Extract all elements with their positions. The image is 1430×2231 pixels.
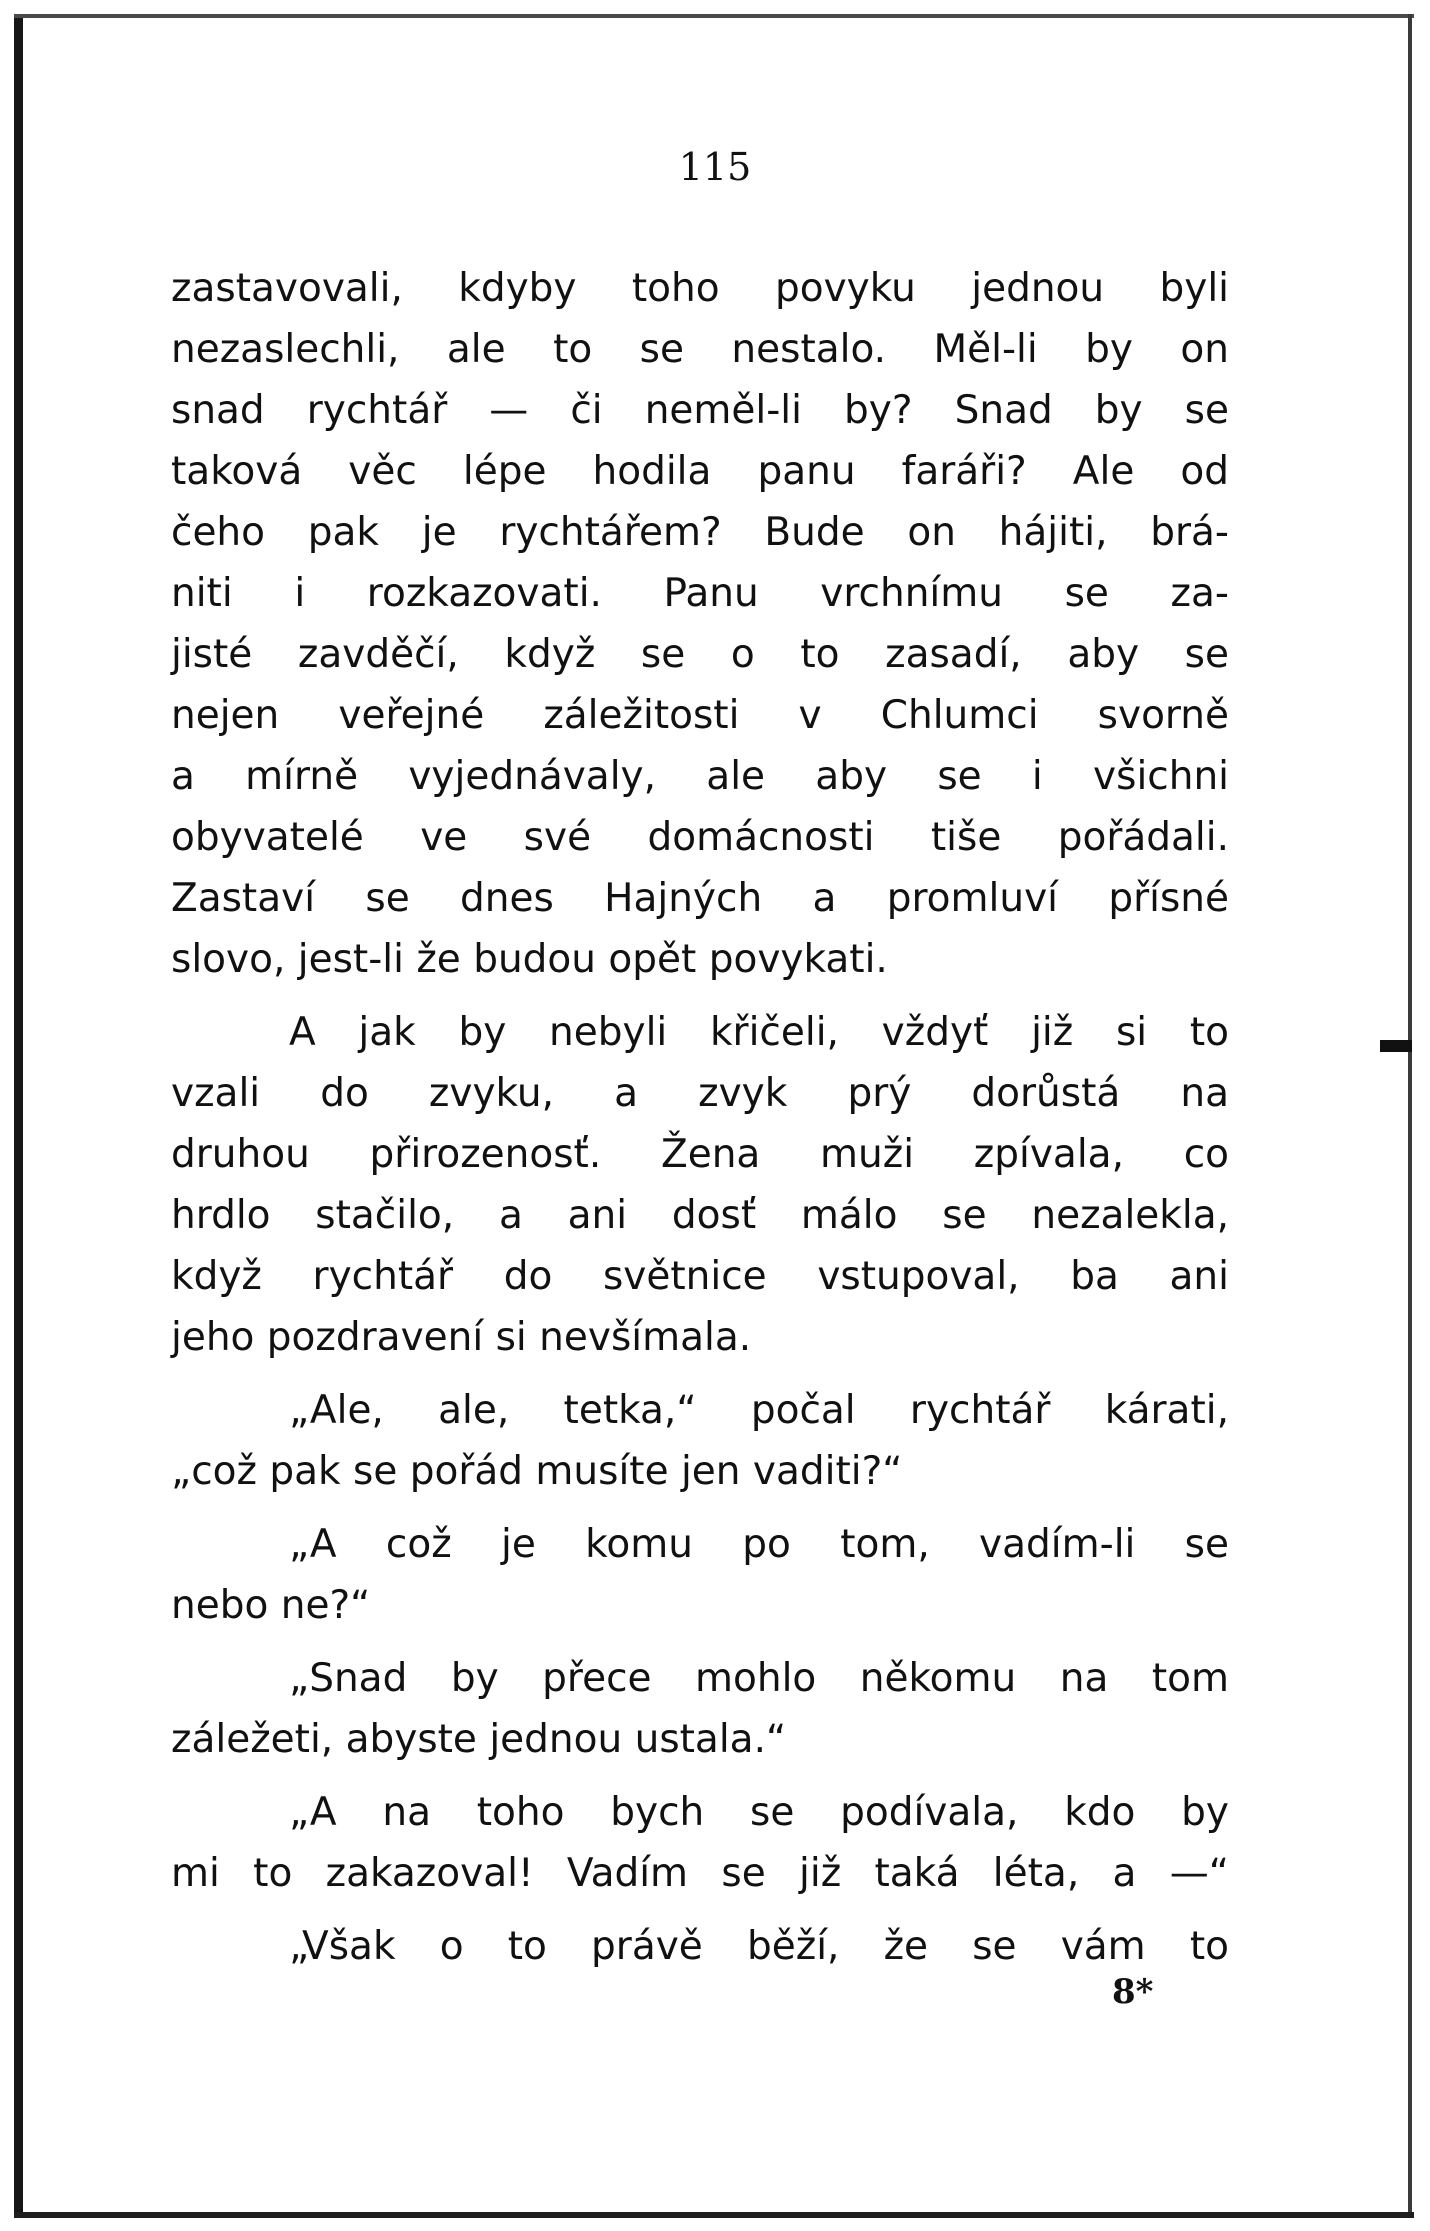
text-line: „A na toho bych se podívala, kdo by — [289, 1790, 1229, 1835]
paragraph-2 — [171, 1002, 1229, 1368]
text-line: druhou přirozenosť. Žena muži zpívala, co — [171, 1132, 1229, 1177]
text-line: jeho pozdravení si nevšímala. — [171, 1315, 752, 1360]
text-line: snad rychtář — či neměl-li by? Snad by se — [171, 388, 1229, 433]
text-line: obyvatelé ve své domácnosti tiše pořádali. — [171, 815, 1229, 860]
scan-border-top — [14, 14, 1414, 18]
text-line: vzali do zvyku, a zvyk prý dorůstá na — [171, 1071, 1229, 1116]
text-line: „což pak se pořád musíte jen vaditi?“ — [171, 1449, 903, 1494]
text-line: niti i rozkazovati. Panu vrchnímu se za- — [171, 571, 1229, 616]
text-line: Zastaví se dnes Hajných a promluví přísné — [171, 876, 1229, 921]
signature-mark: 8* — [1112, 1972, 1154, 2012]
paragraph-6 — [171, 1782, 1229, 1904]
paragraph-5 — [171, 1648, 1229, 1770]
text-line: nejen veřejné záležitosti v Chlumci svorně — [171, 693, 1229, 738]
text-line: hrdlo stačilo, a ani dosť málo se nezalekla, — [171, 1193, 1229, 1238]
scan-border-bottom — [14, 2212, 1414, 2218]
text-line: „Snad by přece mohlo někomu na tom — [289, 1656, 1229, 1701]
paragraph-7 — [171, 1916, 1229, 1977]
book-text — [171, 258, 1229, 1989]
text-line: taková věc lépe hodila panu faráři? Ale od — [171, 449, 1229, 494]
paragraph-3 — [171, 1380, 1229, 1502]
text-line: mi to zakazoval! Vadím se již taká léta, a —“ — [171, 1851, 1229, 1896]
text-line: a mírně vyjednávaly, ale aby se i všichni — [171, 754, 1229, 799]
text-line: čeho pak je rychtářem? Bude on hájiti, brá- — [171, 510, 1229, 555]
text-line: zastavovali, kdyby toho povyku jednou byli — [171, 266, 1229, 311]
text-line: nezaslechli, ale to se nestalo. Měl-li by on — [171, 327, 1229, 372]
text-line: „Ale, ale, tetka,“ počal rychtář kárati, — [289, 1388, 1229, 1433]
scan-border-right — [1408, 14, 1412, 2214]
text-line: když rychtář do světnice vstupoval, ba ani — [171, 1254, 1229, 1299]
text-line: A jak by nebyli křičeli, vždyť již si to — [289, 1010, 1229, 1055]
text-line: slovo, jest-li že budou opět povykati. — [171, 937, 888, 982]
text-line: „A což je komu po tom, vadím-li se — [289, 1522, 1229, 1567]
scan-border-left — [14, 14, 23, 2214]
text-line: nebo ne?“ — [171, 1583, 371, 1628]
text-line: záležeti, abyste jednou ustala.“ — [171, 1717, 787, 1762]
text-line: jisté zavděčí, když se o to zasadí, aby se — [171, 632, 1229, 677]
paragraph-1 — [171, 258, 1229, 990]
page-number: 115 — [678, 145, 752, 189]
page-edge-notch — [1380, 1040, 1412, 1052]
text-line: „Však o to právě běží, že se vám to — [289, 1924, 1229, 1969]
paragraph-4 — [171, 1514, 1229, 1636]
